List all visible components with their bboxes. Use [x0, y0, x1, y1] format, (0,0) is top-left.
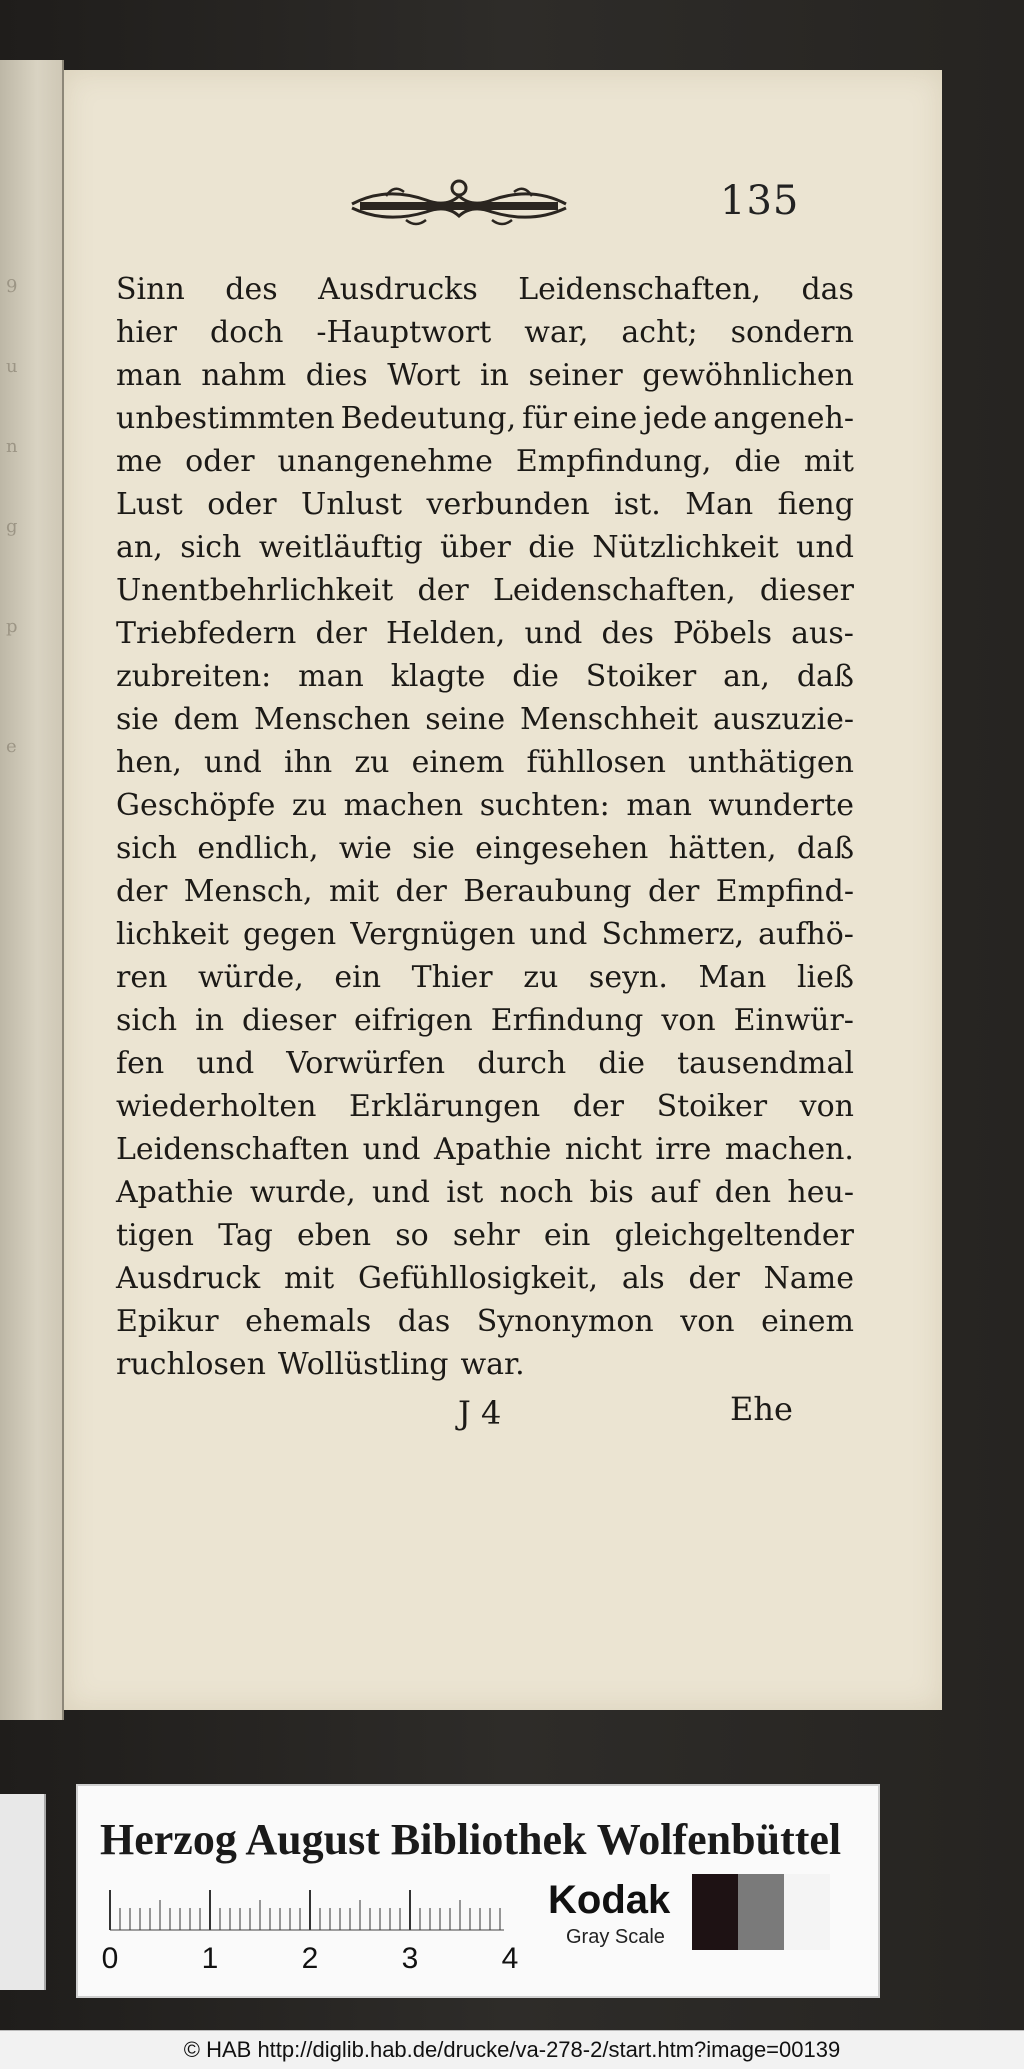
word: bis — [589, 1175, 634, 1210]
word: angeneh- — [713, 401, 854, 436]
word: sich — [116, 1003, 178, 1038]
ruler-label: 4 — [501, 1942, 519, 1975]
word: und — [524, 616, 583, 651]
word: ren — [116, 960, 168, 995]
gray-patch — [738, 1874, 784, 1950]
text-line — [116, 1042, 854, 1085]
text-line — [116, 827, 854, 870]
word: hätten, — [668, 831, 777, 866]
text-line — [116, 999, 854, 1042]
word: durch — [477, 1046, 567, 1081]
word: sehr — [452, 1218, 520, 1253]
word: ist — [446, 1175, 484, 1210]
credit-footer — [0, 2030, 1024, 2069]
text-line — [116, 569, 854, 612]
colour-reference-card — [76, 1784, 880, 1998]
word: wie — [338, 831, 392, 866]
word: Vorwürfen — [286, 1046, 446, 1081]
text-line — [116, 1128, 854, 1171]
word: hier — [116, 315, 178, 350]
word: ihn — [283, 745, 333, 780]
word: an, — [723, 659, 770, 694]
word: Apathie — [116, 1175, 234, 1210]
word: und — [529, 917, 588, 952]
word: Epikur — [116, 1304, 219, 1339]
word: sondern — [730, 315, 854, 350]
text-line — [116, 956, 854, 999]
word: zubreiten: — [116, 659, 272, 694]
word: Man — [698, 960, 767, 995]
word: Beraubung — [463, 874, 632, 909]
gray-scale-patches — [692, 1874, 830, 1950]
text-line — [116, 784, 854, 827]
word: oder — [207, 487, 277, 522]
word: machen. — [724, 1132, 854, 1167]
word: der — [395, 874, 447, 909]
text-line — [116, 655, 854, 698]
word: zu — [291, 788, 328, 823]
word: machen — [343, 788, 464, 823]
text-line — [116, 268, 854, 311]
word: Ausdrucks — [318, 272, 478, 307]
word: ehemals — [245, 1304, 372, 1339]
word: der — [315, 616, 367, 651]
text-line — [116, 913, 854, 956]
text-line — [116, 1300, 854, 1343]
word: zu — [354, 745, 390, 780]
word: heu- — [787, 1175, 854, 1210]
word: man — [298, 659, 364, 694]
word: seiner — [528, 358, 623, 393]
word: noch — [499, 1175, 574, 1210]
word: Empfind- — [715, 874, 854, 909]
text-line — [116, 612, 854, 655]
word: Leidenschaften, — [492, 573, 736, 608]
word: auf — [650, 1175, 699, 1210]
word: Stoiker — [585, 659, 697, 694]
word: dieser — [759, 573, 854, 608]
word: Erfindung — [490, 1003, 644, 1038]
word: weitläuftig — [258, 530, 423, 565]
word: klagte — [390, 659, 486, 694]
word: der — [572, 1089, 625, 1124]
word: irre — [655, 1132, 712, 1167]
text-line — [116, 741, 854, 784]
word: Menschen — [253, 702, 411, 737]
word: die — [734, 444, 781, 479]
word: in — [480, 358, 509, 393]
word: so — [395, 1218, 429, 1253]
word: Menschheit — [520, 702, 699, 737]
word: aufhö- — [758, 917, 854, 952]
gray-patch — [784, 1874, 830, 1950]
word: Geschöpfe — [116, 788, 276, 823]
word: Leidenschaften — [116, 1132, 350, 1167]
word: eben — [297, 1218, 372, 1253]
word: hen, — [116, 745, 182, 780]
text-line — [116, 870, 854, 913]
word: für — [522, 401, 567, 436]
word: mit — [803, 444, 854, 479]
word: oder — [185, 444, 255, 479]
word: Leidenschaften, — [518, 272, 761, 307]
word: Pöbels — [673, 616, 773, 651]
text-line — [116, 1257, 854, 1300]
word: die — [512, 659, 559, 694]
word: eine — [572, 401, 638, 436]
word: daß — [796, 659, 854, 694]
word: Vergnügen — [350, 917, 516, 952]
word: dem — [173, 702, 240, 737]
word: von — [680, 1304, 735, 1339]
word: Apathie — [433, 1132, 552, 1167]
word: daß — [796, 831, 854, 866]
word: einem — [761, 1304, 854, 1339]
word: tigen — [116, 1218, 194, 1253]
word: seyn. — [588, 960, 668, 995]
word: endlich, — [197, 831, 319, 866]
word: über — [440, 530, 511, 565]
word: doch — [210, 315, 284, 350]
card-edge-strip — [0, 1794, 46, 1990]
word: Name — [763, 1261, 854, 1296]
word: lichkeit — [116, 917, 229, 952]
word: mit — [328, 874, 380, 909]
headpiece-ornament — [346, 174, 572, 234]
word: Stoiker — [656, 1089, 768, 1124]
text-line — [116, 354, 854, 397]
credit-text: © HAB http://diglib.hab.de/drucke/va-278-2/start.htm?image=00139 — [183, 2037, 841, 2062]
word: sich — [116, 831, 178, 866]
word: Einwür- — [733, 1003, 854, 1038]
word: nicht — [564, 1132, 642, 1167]
word: von — [799, 1089, 854, 1124]
word: war. — [460, 1347, 525, 1382]
word: me — [116, 444, 163, 479]
word: fühllosen — [526, 745, 666, 780]
word: der — [648, 874, 700, 909]
signature-mark: J 4 — [458, 1394, 502, 1432]
word: acht; — [621, 315, 698, 350]
word: eifrigen — [354, 1003, 473, 1038]
text-line — [116, 698, 854, 741]
gray-scale-label: Gray Scale — [566, 1926, 665, 1948]
word: und — [196, 1046, 255, 1081]
word: gegen — [242, 917, 337, 952]
word: unbestimmten — [116, 401, 335, 436]
word: der — [116, 874, 168, 909]
word: wunderte — [708, 788, 854, 823]
word: zu — [523, 960, 559, 995]
word: und — [372, 1175, 430, 1210]
word: aus- — [791, 616, 854, 651]
word: dieser — [242, 1003, 337, 1038]
text-line — [116, 1085, 854, 1128]
library-name: Herzog August Bibliothek Wolfenbüttel — [100, 1815, 842, 1864]
word: wiederholten — [116, 1089, 317, 1124]
ruler-label: 3 — [401, 1942, 419, 1975]
text-line — [116, 1343, 854, 1386]
body-text — [116, 268, 854, 1386]
text-line — [116, 483, 854, 526]
word: würde, — [197, 960, 304, 995]
word: Bedeutung, — [340, 401, 517, 436]
word: und — [362, 1132, 421, 1167]
word: man — [116, 358, 182, 393]
word: an, — [116, 530, 163, 565]
word: die — [598, 1046, 645, 1081]
word: unangenehme — [277, 444, 493, 479]
word: Unentbehrlichkeit — [116, 573, 394, 608]
word: -Hauptwort — [316, 315, 492, 350]
word: und — [796, 530, 854, 565]
kodak-logo: Kodak — [548, 1878, 671, 1922]
text-line — [116, 1171, 854, 1214]
word: Schmerz, — [601, 917, 745, 952]
gray-patch — [692, 1874, 738, 1950]
word: Wort — [387, 358, 461, 393]
word: Lust — [116, 487, 183, 522]
word: Ausdruck — [116, 1261, 261, 1296]
word: gewöhnlichen — [642, 358, 854, 393]
word: man — [626, 788, 692, 823]
text-line — [116, 397, 854, 440]
word: gleichgeltender — [614, 1218, 854, 1253]
word: Tag — [218, 1218, 273, 1253]
word: Unlust — [301, 487, 403, 522]
word: dies — [305, 358, 368, 393]
word: seine — [425, 702, 506, 737]
word: verbunden — [426, 487, 590, 522]
word: das — [397, 1304, 451, 1339]
word: ein — [334, 960, 382, 995]
word: tausendmal — [677, 1046, 854, 1081]
word: Sinn — [116, 272, 185, 307]
word: eingesehen — [475, 831, 649, 866]
word: Gefühllosigkeit, — [357, 1261, 598, 1296]
word: sie — [116, 702, 159, 737]
word: war, — [524, 315, 589, 350]
word: die — [528, 530, 575, 565]
text-line — [116, 440, 854, 483]
word: das — [801, 272, 854, 307]
book-page — [64, 70, 942, 1710]
word: fieng — [777, 487, 854, 522]
word: Thier — [411, 960, 493, 995]
word: den — [714, 1175, 772, 1210]
text-line — [116, 311, 854, 354]
previous-page-edge: 9 u n g p e — [0, 60, 64, 1720]
word: der — [417, 573, 469, 608]
word: Empfindung, — [515, 444, 712, 479]
word: sie — [412, 831, 455, 866]
word: sich — [180, 530, 242, 565]
word: Erklärungen — [348, 1089, 541, 1124]
ruler-label: 2 — [301, 1942, 319, 1975]
word: und — [204, 745, 262, 780]
word: Helden, — [386, 616, 506, 651]
word: der — [688, 1261, 740, 1296]
word: Synonymon — [476, 1304, 654, 1339]
word: von — [661, 1003, 716, 1038]
ruler-label: 0 — [101, 1942, 119, 1975]
word: suchten: — [479, 788, 610, 823]
word: Triebfedern — [116, 616, 297, 651]
word: einem — [411, 745, 505, 780]
word: wurde, — [249, 1175, 356, 1210]
catchword: Ehe — [730, 1390, 793, 1428]
page-number: 135 — [720, 178, 800, 224]
word: fen — [116, 1046, 165, 1081]
word: des — [225, 272, 278, 307]
ruler-label: 1 — [201, 1942, 219, 1975]
word: Mensch, — [183, 874, 313, 909]
word: auszuzie- — [712, 702, 854, 737]
word: nahm — [201, 358, 287, 393]
text-line — [116, 526, 854, 569]
word: jede — [643, 401, 708, 436]
word: Wollüstling — [277, 1347, 449, 1382]
word: ließ — [796, 960, 854, 995]
measurement-ruler — [101, 1886, 524, 1976]
word: in — [195, 1003, 225, 1038]
word: des — [601, 616, 654, 651]
word: Nützlichkeit — [592, 530, 779, 565]
word: ruchlosen — [116, 1347, 266, 1382]
text-line — [116, 1214, 854, 1257]
word: als — [621, 1261, 665, 1296]
word: ist. — [614, 487, 661, 522]
word: Man — [685, 487, 754, 522]
word: mit — [284, 1261, 335, 1296]
word: ein — [543, 1218, 591, 1253]
word: unthätigen — [688, 745, 854, 780]
